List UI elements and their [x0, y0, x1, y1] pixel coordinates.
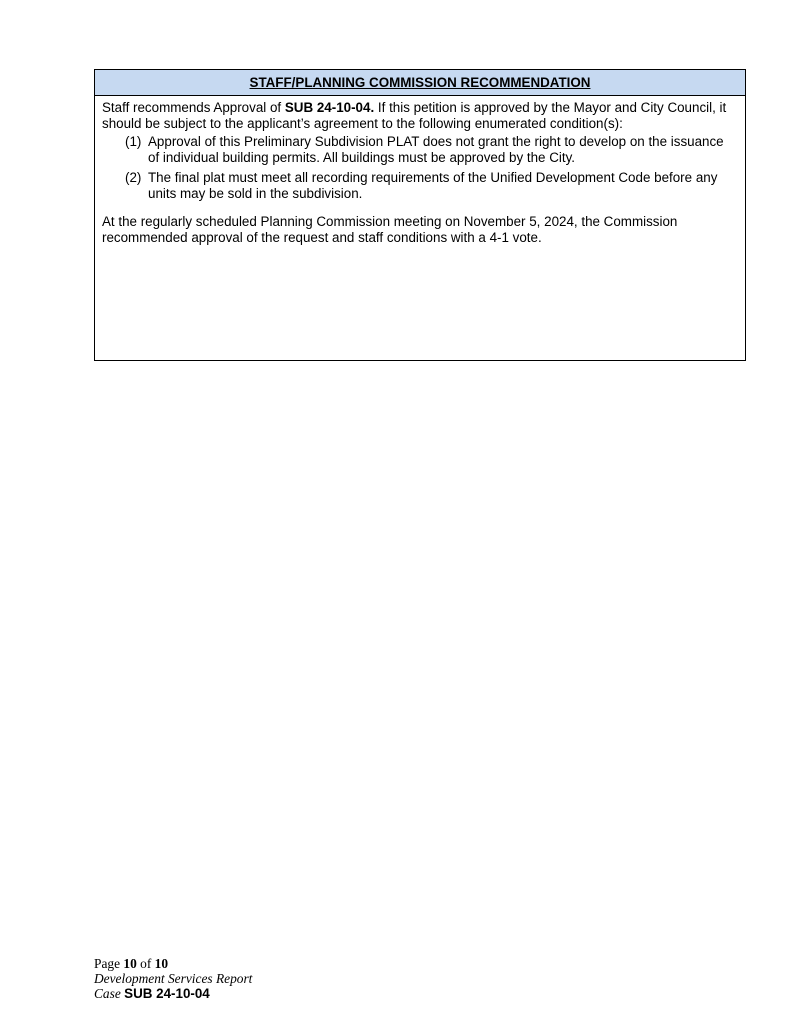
report-name: Development Services Report: [94, 971, 253, 986]
page-label: Page: [94, 956, 121, 971]
recommendation-box: [94, 69, 746, 361]
condition-text: The final plat must meet all recording requirements of the Unified Development Code before any units may be sold in the subdivision.: [148, 170, 718, 201]
page-footer: [94, 956, 252, 1001]
page-number: 10: [123, 956, 137, 971]
page-total: 10: [154, 956, 169, 971]
page-of-label: of: [140, 956, 152, 971]
case-number: SUB 24-10-04: [124, 986, 210, 1001]
page-indicator: [94, 956, 252, 971]
commission-vote-note: At the regularly scheduled Planning Commission meeting on November 5, 2024, the Commission recommended approval of the request and staff conditions with a 4-1 vote.: [102, 214, 678, 245]
intro-text-after: If this petition is approved by the Mayor and City Council, it should be subject to the applicant’s agreement to the following enumerated condition(s):: [102, 100, 727, 131]
condition-item: [102, 134, 738, 165]
case-label: Case: [94, 986, 121, 1001]
condition-number: (2): [125, 170, 142, 185]
conditions-list: [102, 134, 738, 201]
case-line: [94, 986, 252, 1001]
recommendation-title: STAFF/PLANNING COMMISSION RECOMMENDATION: [95, 70, 745, 96]
condition-text: Approval of this Preliminary Subdivision PLAT does not grant the right to develop on the issuance of individual building permits. All buildings must be approved by the City.: [148, 134, 724, 165]
condition-item: [102, 170, 738, 201]
condition-number: (1): [125, 134, 142, 149]
recommendation-body: [95, 96, 745, 245]
case-reference: SUB 24-10-04.: [284, 100, 375, 115]
intro-text-before: Staff recommends Approval of: [102, 100, 285, 115]
recommendation-intro: [102, 100, 738, 131]
